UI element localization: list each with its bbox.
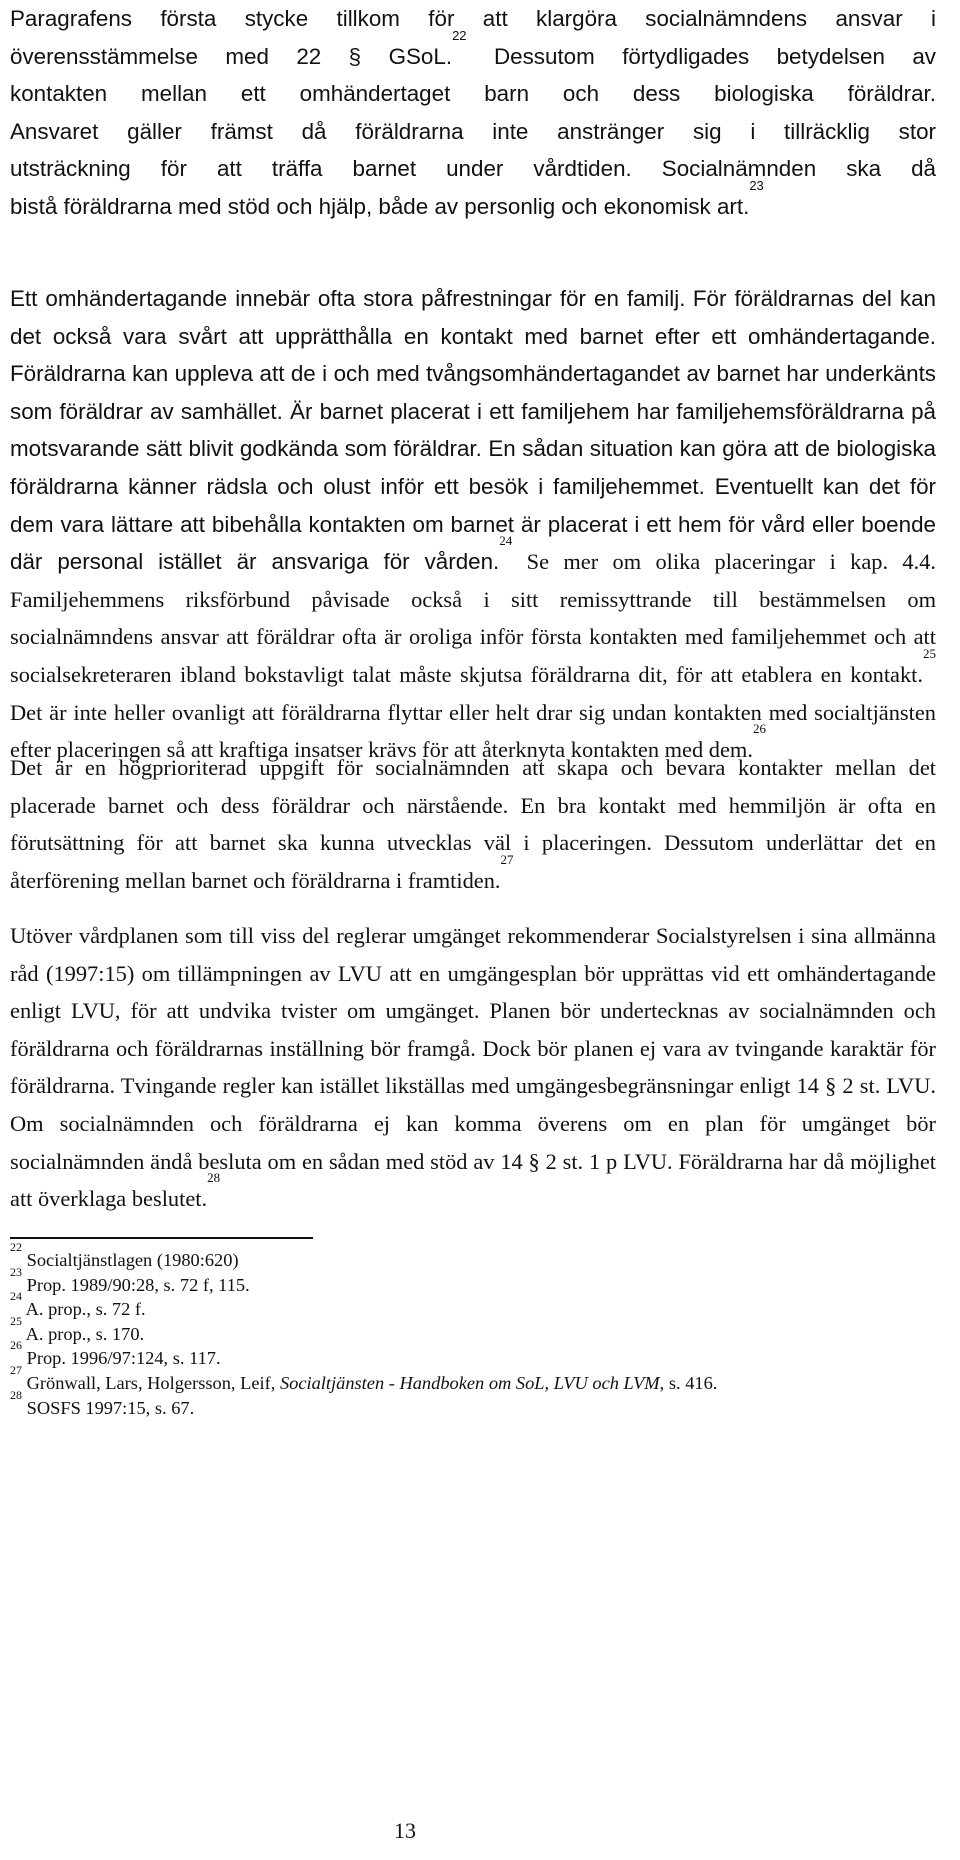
footnote-ref[interactable]: 26 xyxy=(752,721,766,737)
footnote-text: A. prop., s. 170. xyxy=(25,1323,145,1344)
footnote-item xyxy=(10,1387,790,1421)
text-line: kontakten mellan ett omhändertaget barn och dess biologiska föräldrar. xyxy=(10,81,936,107)
text-segment: överensstämmelse med 22 § GSoL. xyxy=(10,43,453,69)
text-segment: För föräldrarnas del kan det också vara svårt att upprätthålla en kontakt med barnet efter ett omhändertagande. Föräldrarna kan uppleva att de i och med tvångsomhändertagandet av barnet har underkänts som föräldrar av samhället. Är barnet placerat i ett familjehem har familjehemsföräldrarna på motsvarande sätt blivit godkända som föräldrar. En sådan situation kan göra att de biologiska föräldrarna känner rädsla och olust inför ett besök i familjehemmet. Eventuellt kan det för dem vara lättare att bibehålla kontakten om barnet är placerat i ett hem för vård eller boende där personal istället är ansvariga för vården. xyxy=(10,286,936,575)
footnote-text: Prop. 1989/90:28, s. 72 f, 115. xyxy=(26,1274,250,1295)
text-segment: Se mer om olika placeringar i kap. 4.4. Familjehemmens riksförbund påvisade också i sitt remissyttrande till bestämmelsen om socialnämndens ansvar att föräldrar ofta är oroliga inför första kontakten med familjehemmet och att socialsekreteraren ibland bokstavligt talat måste skjutsa föräldrarna dit, för att etablera en kontakt. xyxy=(10,549,936,687)
text-segment: Dessutom förtydligades betydelsen av xyxy=(493,43,936,69)
footnote-text: Socialtjänstlagen (1980:620) xyxy=(26,1250,239,1270)
footnote-item xyxy=(10,1362,790,1396)
text-segment: Utöver vårdplanen som till viss del reglerar umgänget rekommenderar Socialstyrelsen i sina allmänna råd (1997:15) om tillämpningen av LVU att en umgängesplan bör upprättas vid ett omhändertagande enligt LVU, för att undvika tvister om umgänget. Planen bör undertecknas av socialnämnden och föräldrarna och föräldrarnas inställning bör framgå. Dock bör planen ej vara av tvingande karaktär för föräldrarna. Tvingande regler kan istället likställas med umgängesbegränsningar enligt 14 § 2 st. LVU. Om socialnämnden och föräldrarna ej kan komma överens om en plan för umgänget bör socialnämnden ändå besluta om en sådan med stöd av 14 § 2 st. 1 p LVU. Föräldrarna har då möjlighet att överklaga beslutet. xyxy=(10,923,936,1212)
footnote-book-title: Socialtjänsten - Handboken om SoL, LVU och LVM xyxy=(279,1372,660,1393)
footnote-text: , s. 416. xyxy=(659,1372,718,1393)
footnote-item xyxy=(10,1240,790,1273)
footnote-ref[interactable]: 27 xyxy=(500,851,514,867)
footnote-number: 23 xyxy=(10,1264,22,1279)
footnote-ref[interactable]: 25 xyxy=(923,645,936,661)
footnote-number: 24 xyxy=(10,1289,22,1304)
page-number: 13 xyxy=(394,1818,416,1843)
footnote-number: 26 xyxy=(10,1338,22,1353)
text-segment: Det är inte heller ovanligt att föräldrarna flyttar eller helt drar sig undan kontakten med socialtjänsten efter placeringen så att kraftiga insatser krävs för att återknyta kontakten med dem. xyxy=(10,699,936,763)
footnote-number: 28 xyxy=(10,1387,22,1402)
footnote-ref[interactable]: 24 xyxy=(499,533,513,549)
footnote-ref[interactable]: 23 xyxy=(749,177,764,193)
footnote-number: 27 xyxy=(10,1362,22,1377)
text-segment: Ett omhändertagande innebär ofta stora påfrestningar för en familj. xyxy=(10,286,686,311)
footnote-item xyxy=(10,1338,790,1371)
text-line: utsträckning för att träffa barnet under vårdtiden. Socialnämnden ska då xyxy=(10,156,936,182)
footnote-number: 25 xyxy=(10,1313,22,1328)
text-line: Paragrafens första stycke tillkom för att klargöra socialnämndens ansvar i xyxy=(10,6,936,31)
footnote-separator xyxy=(10,1237,313,1239)
footnote-text: A. prop., s. 72 f. xyxy=(25,1299,146,1320)
text-line xyxy=(10,177,936,226)
footnote-item xyxy=(10,1313,790,1347)
paragraph-4 xyxy=(10,917,936,1218)
paragraph-2 xyxy=(10,280,936,769)
text-segment: Det är en högprioriterad uppgift för socialnämnden att skapa och bevara kontakter mellan det placerade barnet och dess föräldrar och närstående. En bra kontakt med hemmiljön är ofta en förutsättning för att barnet ska kunna utvecklas väl i placeringen. Dessutom underlättar det en återförening mellan barnet och föräldrarna i framtiden. xyxy=(10,755,936,893)
footnote-item xyxy=(10,1289,790,1322)
text-segment: bistå föräldrarna med stöd och hjälp, både av personlig och ekonomisk art. xyxy=(10,193,750,219)
text-line xyxy=(10,27,936,76)
footnote-ref[interactable]: 22 xyxy=(452,27,467,43)
footnote-ref[interactable]: 28 xyxy=(207,1170,221,1186)
footnote-text: Prop. 1996/97:124, s. 117. xyxy=(26,1348,221,1369)
footnote-number: 22 xyxy=(10,1240,22,1254)
footnotes xyxy=(10,1240,790,1420)
footnote-text: SOSFS 1997:15, s. 67. xyxy=(26,1397,195,1418)
paragraph-1 xyxy=(10,0,936,226)
paragraph-3 xyxy=(10,749,936,899)
text-line: Ansvaret gäller främst då föräldrarna inte anstränger sig i tillräcklig stor xyxy=(10,118,936,144)
footnote-text: Grönwall, Lars, Holgersson, Leif, xyxy=(26,1372,280,1393)
footnote-item xyxy=(10,1264,790,1298)
